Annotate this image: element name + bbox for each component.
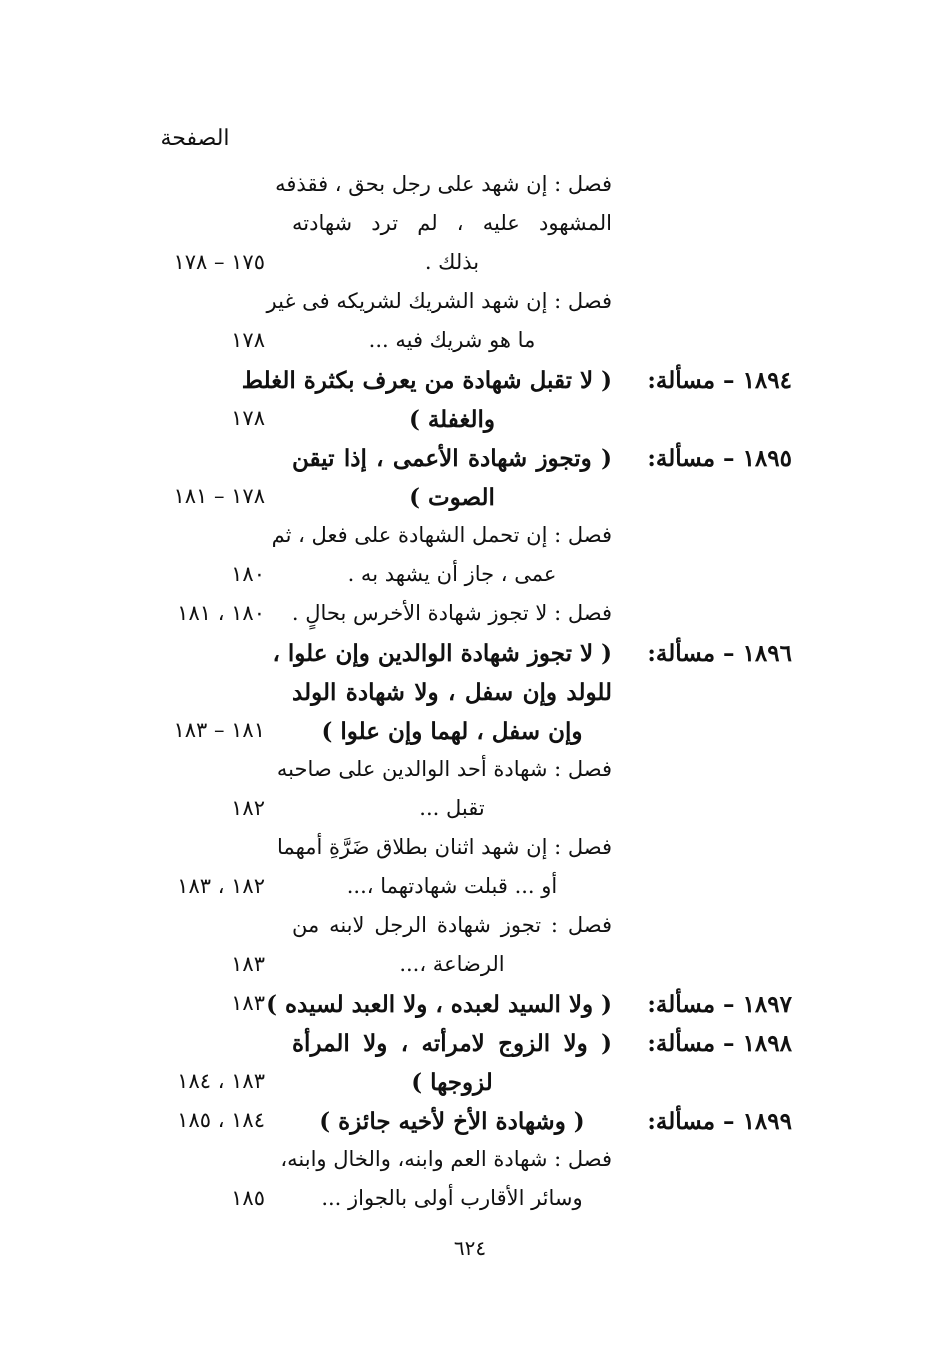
entry-text: عمى ، جاز أن يشهد به . bbox=[347, 562, 557, 586]
entry-text: فصل : إن تحمل الشهادة على فعل ، ثم bbox=[271, 523, 612, 547]
masala-number: ١٨٩٥ – مسألة: bbox=[647, 445, 792, 472]
page-reference: ١٨٠ ، ١٨١ bbox=[177, 601, 265, 625]
entry-text: فصل : إن شهد على رجل بحق ، فقذفه bbox=[275, 172, 612, 196]
page-reference: ١٨٣ bbox=[231, 952, 265, 976]
entry-text: بذلك . bbox=[424, 250, 480, 274]
page-reference: ١٨٢ ، ١٨٣ bbox=[177, 874, 265, 898]
entry-text: وإن سفل ، لهما وإن علوا ) bbox=[321, 718, 583, 745]
masala-number: ١٨٩٤ – مسألة: bbox=[647, 367, 792, 394]
page-reference: ١٧٥ – ١٧٨ bbox=[173, 250, 265, 274]
page-reference: ١٨٠ bbox=[231, 562, 265, 586]
entry-text: ( ولا الزوج لامرأته ، ولا المرأة bbox=[292, 1030, 612, 1057]
page-reference: ١٨٤ ، ١٨٥ bbox=[177, 1108, 265, 1132]
entry-text: لزوجها ) bbox=[411, 1069, 493, 1096]
entry-text: الصوت ) bbox=[409, 484, 495, 511]
entry-text: فصل : إن شهد اثنان بطلاق ضَرَّةِ أمهما bbox=[277, 835, 612, 859]
page-reference: ١٨٢ bbox=[231, 796, 265, 820]
entry-text: للولد وإن سفل ، ولا شهادة الولد bbox=[292, 679, 612, 706]
masala-number: ١٨٩٩ – مسألة: bbox=[647, 1108, 792, 1135]
entry-text: ( وتجوز شهادة الأعمى ، إذا تيقن bbox=[292, 445, 612, 472]
page-reference: ١٨٣ ، ١٨٤ bbox=[177, 1069, 265, 1093]
entry-text: ما هو شريك فيه ... bbox=[368, 328, 536, 352]
entry-text: الرضاعة ،... bbox=[399, 952, 505, 976]
masala-number: ١٨٩٦ – مسألة: bbox=[647, 640, 792, 667]
entry-text: أو ... قبلت شهادتهما ،... bbox=[346, 874, 558, 898]
entry-text: والغفلة ) bbox=[408, 406, 496, 433]
entry-text: فصل : إن شهد الشريك لشريكه فى غير bbox=[266, 289, 612, 313]
masala-number: ١٨٩٨ – مسألة: bbox=[647, 1030, 792, 1057]
entry-text: فصل : لا تجوز شهادة الأخرس بحالٍ . bbox=[291, 601, 612, 625]
page-reference: ١٨٣ bbox=[231, 991, 265, 1015]
column-header-page: الصفحة bbox=[160, 126, 230, 151]
entry-text: فصل : شهادة العم وابنه، والخال وابنه، bbox=[280, 1147, 612, 1171]
page-reference: ١٨١ – ١٨٣ bbox=[173, 718, 265, 742]
entry-text: ( لا تجوز شهادة الوالدين وإن علوا ، bbox=[272, 640, 612, 667]
page-reference: ١٧٨ bbox=[231, 328, 265, 352]
masala-number: ١٨٩٧ – مسألة: bbox=[647, 991, 792, 1018]
entry-text: ( ولا السيد لعبده ، ولا العبد لسيده ) bbox=[266, 991, 612, 1018]
entry-text: تقبل ... bbox=[419, 796, 485, 820]
entry-text: المشهود عليه ، لم ترد شهادته bbox=[292, 211, 612, 235]
page-number: ٦٢٤ bbox=[453, 1236, 487, 1260]
entry-text: ( وشهادة الأخ لأخيه جائزة ) bbox=[319, 1108, 585, 1135]
entry-text: ( لا تقبل شهادة من يعرف بكثرة الغلط bbox=[241, 367, 612, 394]
page-reference: ١٧٨ bbox=[231, 406, 265, 430]
entry-text: فصل : شهادة أحد الوالدين على صاحبه bbox=[276, 757, 612, 781]
page-reference: ١٧٨ – ١٨١ bbox=[173, 484, 265, 508]
entry-text: فصل : تجوز شهادة الرجل لابنه من bbox=[292, 913, 612, 937]
page-reference: ١٨٥ bbox=[231, 1186, 265, 1210]
entry-text: وسائر الأقارب أولى بالجواز ... bbox=[321, 1186, 583, 1210]
